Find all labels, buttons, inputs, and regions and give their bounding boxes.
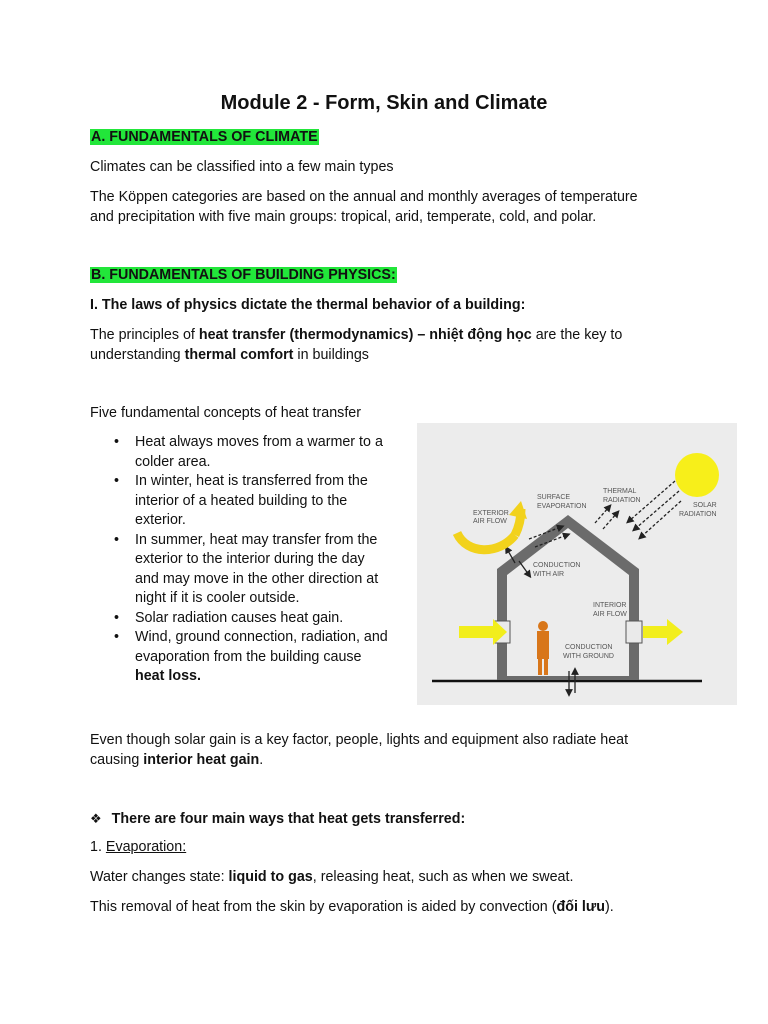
evaporation-heading [90,838,690,858]
bullet-dot: • [114,609,120,626]
right-window [626,621,642,643]
label-conduction-ground: CONDUCTION [565,644,613,651]
interior-gain-paragraph [90,731,690,770]
bullet-text: In summer, heat may transfer from the [135,531,378,548]
label-evaporation: EVAPORATION [537,503,587,510]
bullet-text: Heat always moves from a warmer to a [135,434,383,450]
thermal-ray-2 [603,513,617,529]
evaporation-number: 1. [90,839,106,855]
koppen-line-2: and precipitation with five main groups: tropical, arid, temperate, cold, and polar. [90,208,597,225]
label-interior: INTERIOR [593,602,627,609]
evap2-text-2: ). [604,899,614,915]
section-b-heading-text: B. FUNDAMENTALS OF BUILDING PHYSICS: [91,267,396,283]
list-item [110,609,410,629]
heat-transfer-diagram [417,423,737,705]
principles-text-4: in buildings [293,346,369,363]
bullet-text: and may move in the other direction at [135,570,379,587]
page-title: Module 2 - Form, Skin and Climate [220,92,548,114]
bullet-text: Solar radiation causes heat gain. [135,609,344,626]
person-head [538,621,548,631]
list-item [110,433,410,472]
bullet-text: In winter, heat is transferred from the [135,473,368,489]
laws-subheading [90,296,690,316]
label-solar: SOLAR [693,502,717,509]
section-b-heading [90,266,690,286]
bullet-text: evaporation from the building cause [135,648,362,665]
concepts-list [110,433,410,687]
concepts-intro: Five fundamental concepts of heat transfer [90,405,361,421]
four-ways-heading [90,809,690,830]
interior-gain-text-1: Even though solar gain is a key factor, people, lights and equipment also radiate heat [90,732,629,748]
section-a-heading [90,128,690,148]
conduction-air-arrow-2 [519,561,529,575]
four-ways-text: There are four main ways that heat gets transferred: [111,811,466,827]
bullet-dot: • [114,473,120,489]
right-airflow-arrow [643,626,667,638]
list-item [110,531,410,609]
label-air-flow: AIR FLOW [473,518,507,525]
evaporation-label: Evaporation: [105,839,187,855]
label-with-air: WITH AIR [533,571,565,578]
label-interior-air-flow: AIR FLOW [593,611,627,618]
koppen-line-1: The Köppen categories are based on the annual and monthly averages of temperature [90,189,638,205]
principles-bold-2: thermal comfort [184,346,294,363]
bullet-text: exterior to the interior during the day [135,551,365,567]
bullet-text: Wind, ground connection, radiation, and [135,629,388,645]
principles-text-1: The principles of [90,327,199,343]
bullet-bold-text: heat loss. [135,668,201,684]
bullet-text: exterior. [135,512,186,528]
label-solar-radiation: RADIATION [679,511,717,518]
principles-paragraph [90,326,690,365]
evap2-text-1: This removal of heat from the skin by evaporation is aided by convection ( [90,899,557,915]
person-body [537,631,549,659]
sun-icon [675,453,719,497]
evaporation-paragraph-1 [90,868,690,888]
list-item [110,472,410,531]
bullet-text: interior of a heated building to the [135,492,348,509]
thermal-ray-1 [595,507,609,523]
evap2-bold: đối lưu [556,899,605,915]
principles-text-2: are the key to [531,327,623,343]
right-airflow-head [667,619,683,645]
diamond-bullet-icon: ❖ [90,811,102,826]
person-leg [538,659,542,675]
interior-gain-text-2: causing [90,751,144,768]
evap1-bold: liquid to gas [228,869,313,885]
label-surface: SURFACE [537,494,571,501]
left-airflow-arrow [459,626,493,638]
list-item [110,628,410,687]
principles-text-3: understanding [90,346,185,363]
laws-subheading-text: I. The laws of physics dictate the thermal behavior of a building: [90,297,526,313]
bullet-dot: • [114,629,120,645]
evap1-text-1: Water changes state: [90,869,229,885]
label-thermal: THERMAL [603,488,637,495]
bullet-text: colder area. [135,453,211,470]
bullet-text: night if it is cooler outside. [135,590,300,606]
heat-transfer-svg [417,423,737,705]
koppen-paragraph [90,188,690,227]
exterior-airflow-arrow [457,533,515,550]
interior-gain-bold: interior heat gain [143,751,260,768]
interior-gain-text-3: . [259,751,264,768]
label-radiation: RADIATION [603,497,641,504]
label-conduction: CONDUCTION [533,562,581,569]
person-leg [544,659,548,675]
bullet-dot: • [114,531,120,548]
label-exterior: EXTERIOR [473,510,509,517]
evap1-text-2: , releasing heat, such as when we sweat. [312,869,574,885]
climate-types-paragraph: Climates can be classified into a few main types [90,159,394,175]
principles-bold-1: heat transfer (thermodynamics) – nhiệt động học [198,327,532,343]
section-a-heading-text: A. FUNDAMENTALS OF CLIMATE [91,129,318,145]
bullet-dot: • [114,434,120,450]
label-with-ground: WITH GROUND [563,653,614,660]
evaporation-paragraph-2 [90,898,690,918]
person-figure [537,621,549,675]
